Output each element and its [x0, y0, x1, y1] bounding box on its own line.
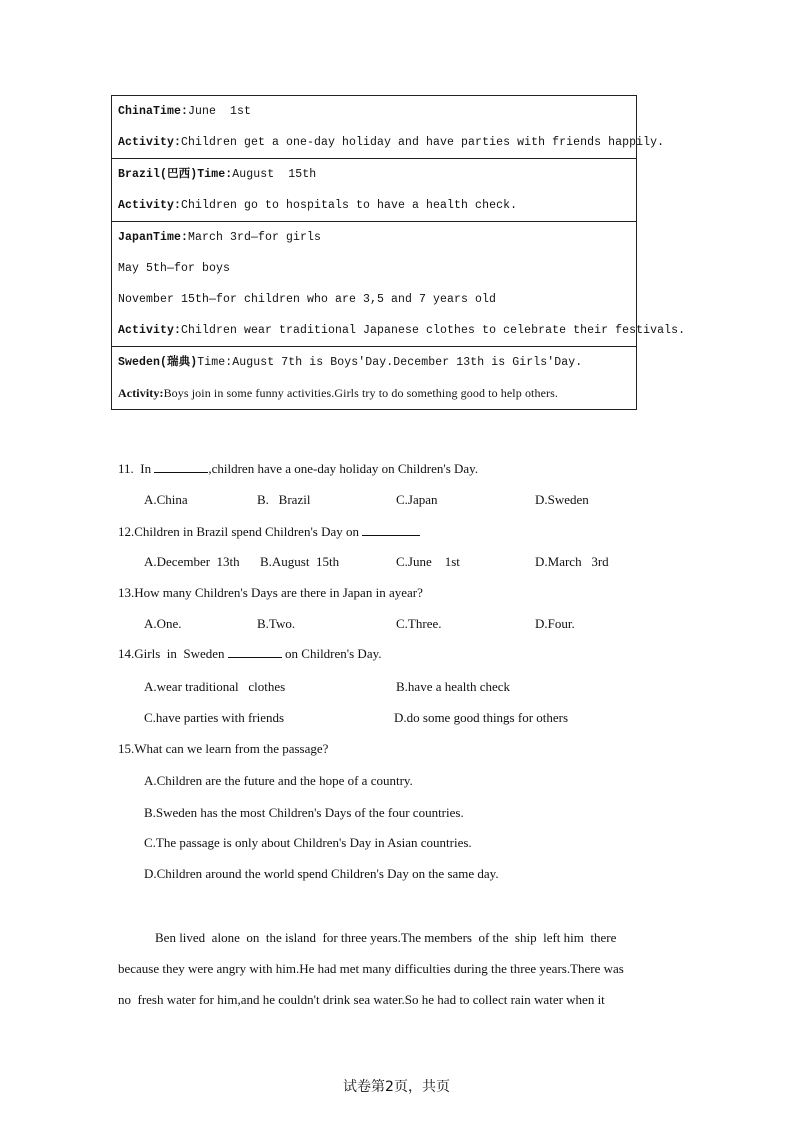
brazil-activity: Children go to hospitals to have a health check.	[181, 199, 518, 212]
q11-option-b[interactable]: B. Brazil	[257, 492, 311, 507]
q14-option-d[interactable]: D.do some good things for others	[394, 710, 569, 725]
q12-option-a[interactable]: A.December 13th	[144, 554, 240, 569]
table-row-japan	[112, 222, 686, 347]
brazil-time: August 15th	[232, 168, 317, 181]
q14-option-b[interactable]: B.have a health check	[396, 679, 511, 694]
japan-activity-label: Activity:	[118, 324, 182, 337]
sweden-time: Time:August 7th is Boys'Day.December 13th is Girls'Day.	[197, 356, 583, 369]
brazil-activity-line	[118, 190, 636, 221]
info-table	[111, 95, 686, 410]
china-time-label: Time:	[153, 105, 189, 118]
question-13-stem: 13.How many Children's Days are there in Japan in ayear?	[118, 585, 423, 600]
question-12	[118, 524, 420, 540]
japan-activity: Children wear traditional Japanese clothes to celebrate their festivals.	[181, 324, 686, 337]
china-activity-label: Activity:	[118, 136, 182, 149]
sweden-activity: Boys join in some funny activities.Girls try to do something good to help others.	[163, 386, 558, 400]
brazil-time-label: Time:	[197, 168, 233, 181]
q13-option-c[interactable]: C.Three.	[396, 616, 442, 631]
passage-line-2: because they were angry with him.He had met many difficulties during the three years.There was	[118, 961, 624, 976]
china-time: June 1st	[188, 105, 252, 118]
q15-option-d[interactable]: D.Children around the world spend Children's Day on the same day.	[144, 866, 499, 881]
passage-line-1: Ben lived alone on the island for three years.The members of the ship left him there	[155, 930, 617, 945]
japan-line-2: May 5th—for boys	[118, 262, 231, 275]
question-13	[118, 585, 423, 601]
japan-country: Japan	[118, 231, 154, 244]
q13-option-a[interactable]: A.One.	[144, 616, 182, 631]
japan-time-label: Time:	[153, 231, 189, 244]
table-row-china	[112, 96, 665, 159]
q13-option-d[interactable]: D.Four.	[535, 616, 575, 631]
answer-blank[interactable]	[362, 525, 420, 536]
question-15	[118, 741, 328, 757]
page-footer: 试卷第2页，共页	[343, 1079, 450, 1095]
question-14-stem-end: on Children's Day.	[281, 646, 382, 661]
question-14	[118, 646, 382, 662]
q11-option-c[interactable]: C.Japan	[396, 492, 438, 507]
question-14-stem: 14.Girls in Sweden	[118, 646, 228, 661]
answer-blank[interactable]	[228, 647, 282, 658]
table-row-sweden	[112, 347, 636, 409]
q13-option-b[interactable]: B.Two.	[257, 616, 296, 631]
japan-activity-line	[118, 315, 686, 346]
q15-option-b[interactable]: B.Sweden has the most Children's Days of the four countries.	[144, 805, 464, 820]
sweden-country: Sweden(瑞典)	[118, 356, 198, 369]
question-11-stem: 11. In	[118, 461, 155, 476]
passage-line-3: no fresh water for him,and he couldn't drink sea water.So he had to collect rain water when it	[118, 992, 605, 1007]
q12-option-b[interactable]: B.August 15th	[260, 554, 340, 569]
china-activity: Children get a one-day holiday and have parties with friends happily.	[181, 136, 665, 149]
japan-time-line	[118, 222, 636, 253]
brazil-activity-label: Activity:	[118, 199, 182, 212]
brazil-country: Brazil(巴西)	[118, 168, 198, 181]
q11-option-a[interactable]: A.China	[144, 492, 188, 507]
question-12-stem: 12.Children in Brazil spend Children's Day on	[118, 524, 363, 539]
q14-option-c[interactable]: C.have parties with friends	[144, 710, 285, 725]
q12-option-d[interactable]: D.March 3rd	[535, 554, 609, 569]
japan-line-3: November 15th—for children who are 3,5 and 7 years old	[118, 293, 497, 306]
q15-option-a[interactable]: A.Children are the future and the hope of a country.	[144, 773, 413, 788]
china-country: China	[118, 105, 154, 118]
answer-blank[interactable]	[154, 462, 208, 473]
q15-option-c[interactable]: C.The passage is only about Children's Day in Asian countries.	[144, 835, 472, 850]
sweden-time-line	[118, 347, 636, 378]
china-activity-line	[118, 127, 665, 158]
japan-time: March 3rd—for girls	[188, 231, 322, 244]
brazil-time-line	[118, 159, 636, 190]
q11-option-d[interactable]: D.Sweden	[535, 492, 589, 507]
china-time-line	[118, 96, 636, 127]
q12-option-c[interactable]: C.June 1st	[396, 554, 460, 569]
q14-option-a[interactable]: A.wear traditional clothes	[144, 679, 286, 694]
question-11-stem-end: ,children have a one-day holiday on Children's Day.	[208, 461, 479, 476]
sweden-activity-label: Activity:	[118, 386, 164, 400]
sweden-activity-line	[118, 378, 636, 409]
question-11	[118, 461, 478, 477]
question-15-stem: 15.What can we learn from the passage?	[118, 741, 329, 756]
table-row-brazil	[112, 159, 636, 222]
